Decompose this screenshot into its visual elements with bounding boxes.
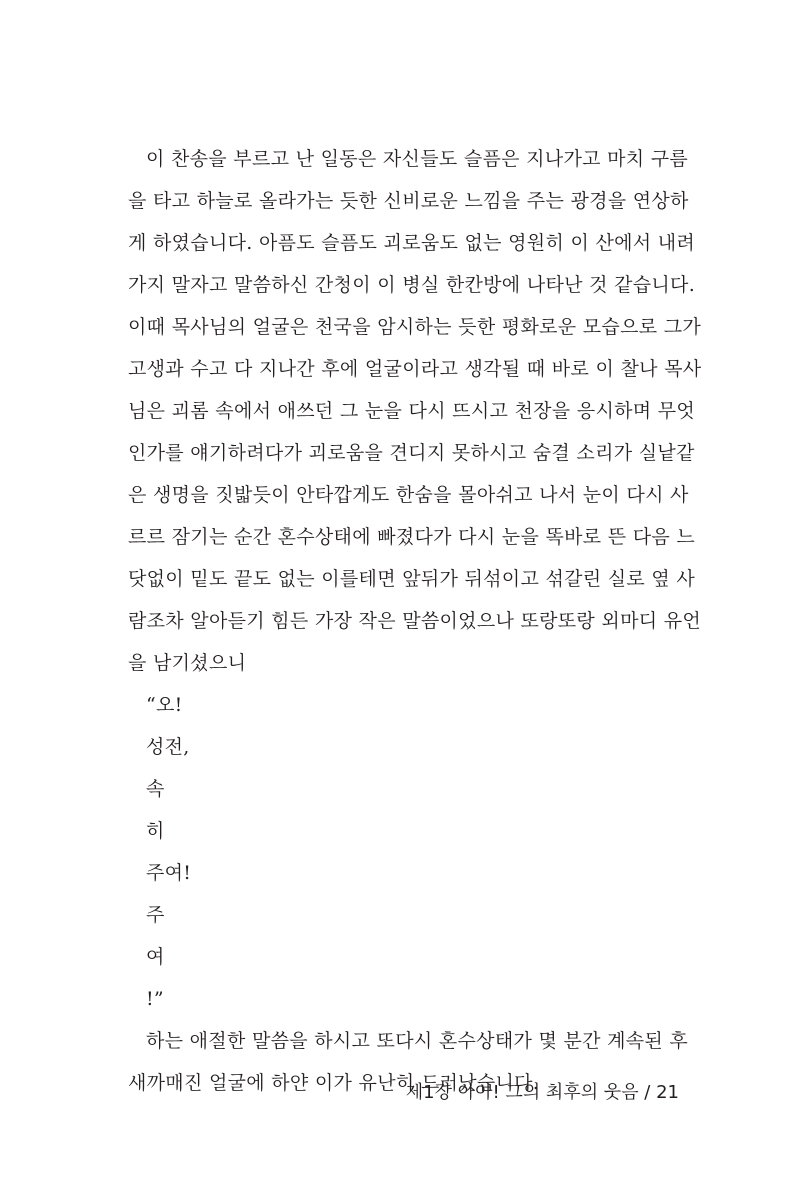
text-line: 은 생명을 짓밟듯이 안타깝게도 한숨을 몰아쉬고 나서 눈이 다시 사	[128, 484, 689, 506]
page-footer: 제1장 아아! 그의 최후의 웃음 / 21	[405, 1082, 679, 1103]
text-line: 람조차 알아듣기 힘든 가장 작은 말씀이었으나 또랑또랑 외마디 유언	[128, 610, 702, 632]
text-line: 새까매진 얼굴에 하얀 이가 유난히 드러났습니다.	[128, 1072, 540, 1094]
dialogue-line: 히	[146, 820, 165, 842]
text-line: 게 하였습니다. 아픔도 슬픔도 괴로움도 없는 영원히 이 산에서 내려	[128, 232, 696, 254]
text-line: 을 남기셨으니	[128, 652, 247, 674]
text-line: 가지 말자고 말씀하신 간청이 이 병실 한칸방에 나타난 것 같습니다.	[128, 274, 696, 296]
dialogue-line: 주	[146, 904, 165, 926]
text-line: 이때 목사님의 얼굴은 천국을 암시하는 듯한 평화로운 모습으로 그가	[128, 316, 702, 338]
dialogue-line: !”	[146, 988, 164, 1010]
dialogue-line: 주여!	[146, 862, 192, 884]
text-line: 이 찬송을 부르고 난 일동은 자신들도 슬픔은 지나가고 마치 구름	[146, 148, 689, 170]
dialogue-line: 성전,	[146, 736, 190, 758]
dialogue-line: “오!	[146, 694, 183, 716]
text-line: 인가를 얘기하려다가 괴로움을 견디지 못하시고 숨결 소리가 실낱같	[128, 442, 695, 464]
body-text	[128, 138, 702, 1104]
text-line: 고생과 수고 다 지나간 후에 얼굴이라고 생각될 때 바로 이 찰나 목사	[128, 358, 702, 380]
text-line: 님은 괴롬 속에서 애쓰던 그 눈을 다시 뜨시고 천장을 응시하며 무엇	[128, 400, 696, 422]
text-line: 르르 잠기는 순간 혼수상태에 빠졌다가 다시 눈을 똑바로 뜬 다음 느	[128, 526, 696, 548]
text-line: 닷없이 밑도 끝도 없는 이를테면 앞뒤가 뒤섞이고 섞갈린 실로 옆 사	[128, 568, 696, 590]
dialogue-line: 속	[146, 778, 165, 800]
text-line: 하는 애절한 말씀을 하시고 또다시 혼수상태가 몇 분간 계속된 후	[146, 1030, 689, 1052]
text-line: 을 타고 하늘로 올라가는 듯한 신비로운 느낌을 주는 광경을 연상하	[128, 190, 689, 212]
dialogue-line: 여	[146, 946, 165, 968]
